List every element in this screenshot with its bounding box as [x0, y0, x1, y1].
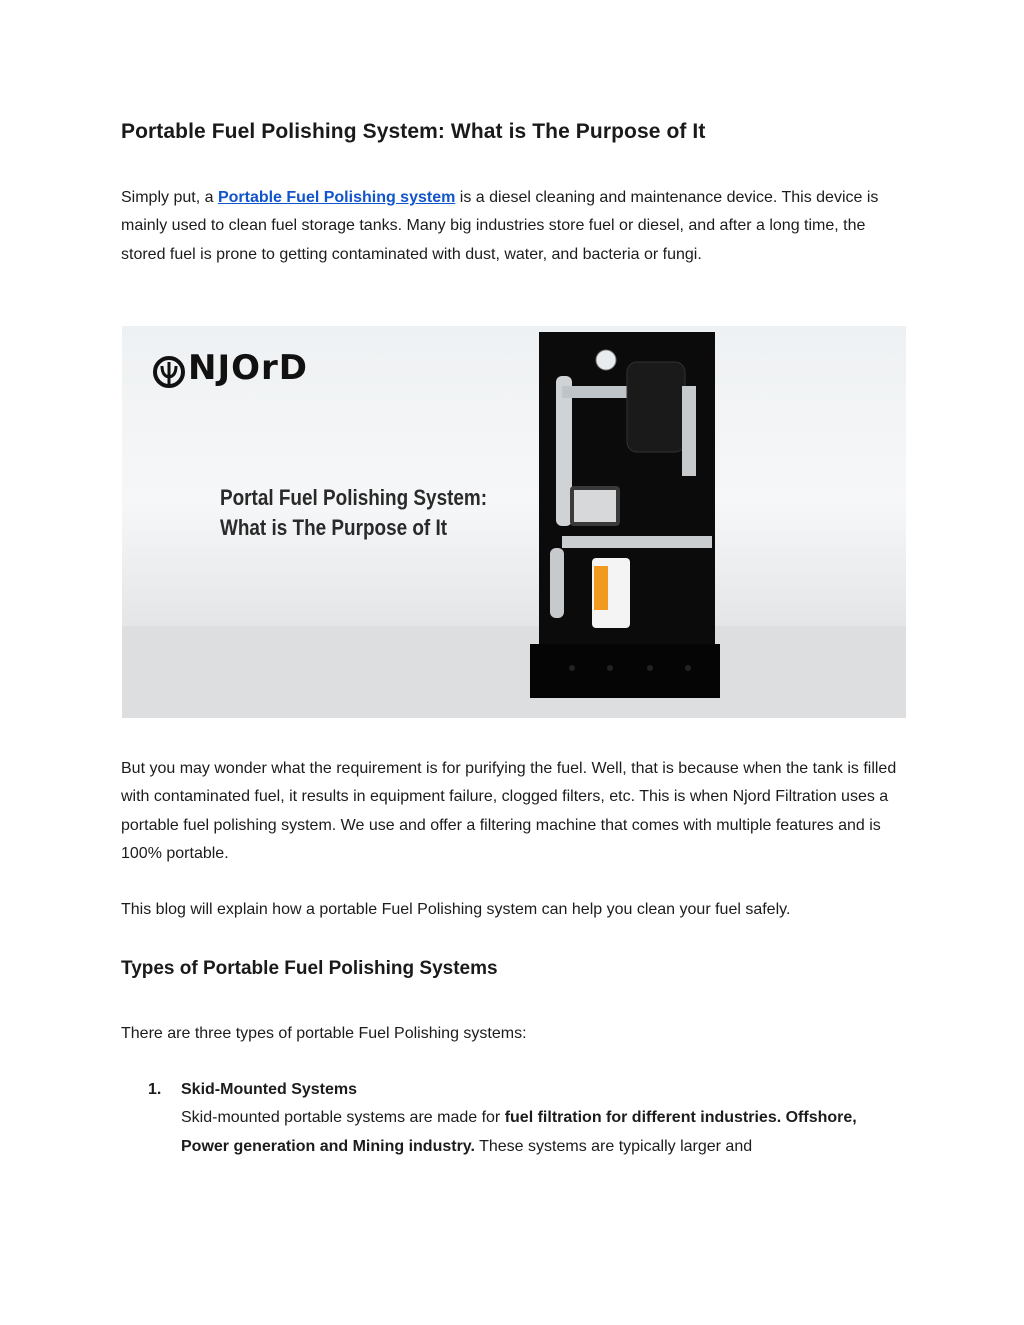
- section-heading: Types of Portable Fuel Polishing Systems: [121, 958, 498, 979]
- list-item-text-prefix: Skid-mounted portable systems are made for: [181, 1109, 505, 1127]
- types-list: [121, 1076, 907, 1161]
- hero-heading-line1: Portal Fuel Polishing System:: [220, 485, 488, 510]
- list-item: [121, 1076, 907, 1161]
- fuel-polishing-machine: [530, 332, 720, 698]
- section-intro: There are three types of portable Fuel Polishing systems:: [121, 1025, 527, 1042]
- hero-image: [122, 326, 906, 718]
- intro-paragraph: [121, 184, 907, 269]
- portable-fuel-polishing-link[interactable]: Portable Fuel Polishing system: [217, 189, 456, 206]
- intro-suffix: is a diesel cleaning and maintenance device. This device is mainly used to clean fuel storage tanks. Many big industries store fuel or diesel, and after a long time, the stored fuel is prone to getting contaminated with dust, water, and bacteria or fungi.: [121, 189, 879, 263]
- article-title: Portable Fuel Polishing System: What is The Purpose of It: [121, 120, 706, 143]
- list-item-title: Skid-Mounted Systems: [181, 1081, 358, 1098]
- hero-heading-line2: What is The Purpose of It: [220, 515, 448, 540]
- list-item-text-suffix: These systems are typically larger and: [474, 1137, 753, 1155]
- intro-prefix: Simply put, a: [121, 189, 218, 206]
- list-item-number: 1.: [148, 1081, 162, 1098]
- paragraph-requirement: But you may wonder what the requirement is for purifying the fuel. Well, that is because when the tank is filled with contaminated fuel, it results in equipment failure, clogged filters, etc. This is when Njord Filtration uses a portable fuel polishing system. We use and offer a filtering machine that comes with multiple features and is 100% portable.: [121, 760, 897, 862]
- brand-logo-text: NJOrD: [188, 348, 308, 388]
- trident-circle-icon: [155, 358, 183, 386]
- hero-heading: [220, 483, 487, 543]
- paragraph-blog-intro: This blog will explain how a portable Fuel Polishing system can help you clean your fuel safely.: [121, 901, 791, 918]
- list-item-bold-text: fuel filtration for different industries. Offshore, Power generation and Mining industry.: [181, 1109, 857, 1155]
